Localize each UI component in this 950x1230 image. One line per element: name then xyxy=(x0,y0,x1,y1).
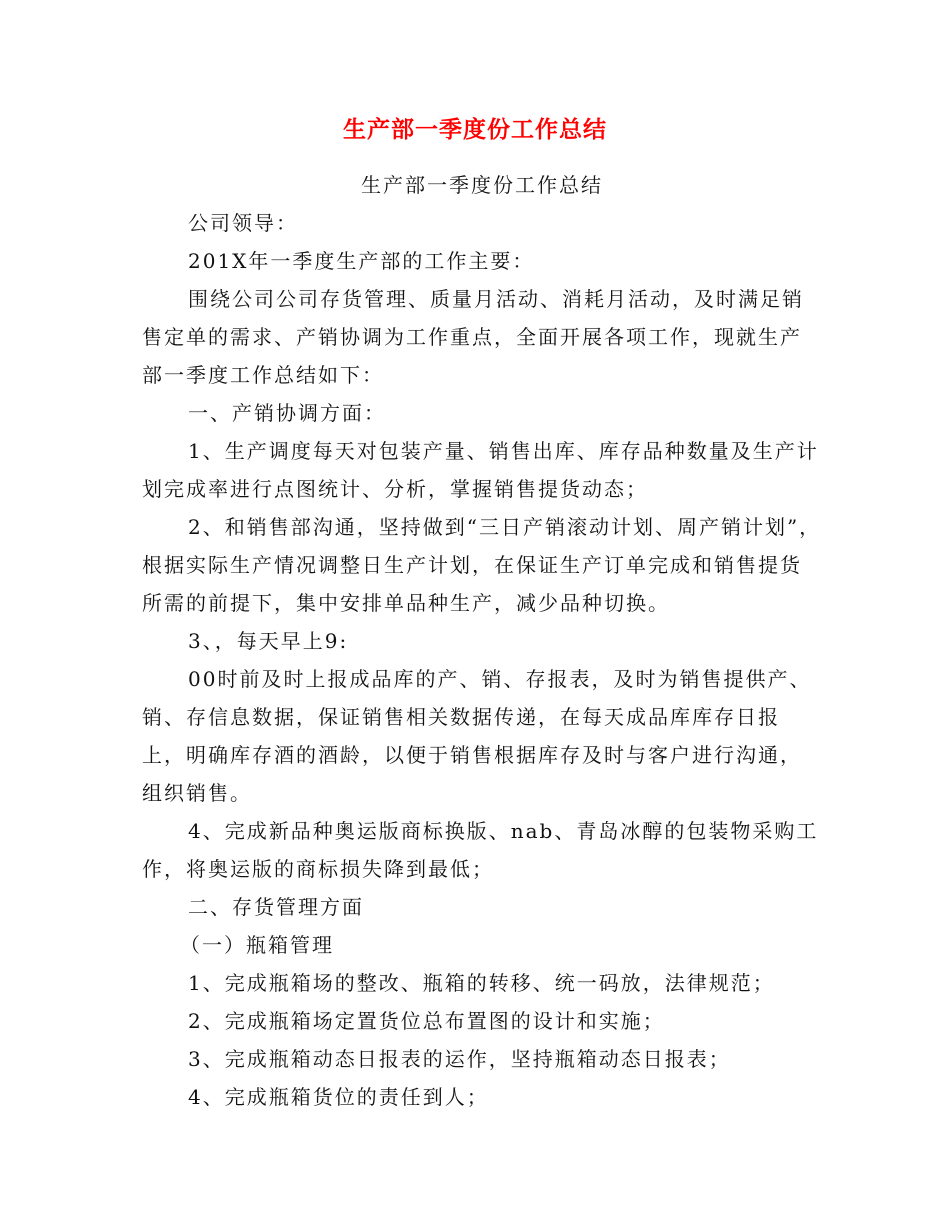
paragraph: 3、，每天早上9: xyxy=(188,629,349,653)
paragraph: 1、生产调度每天对包装产量、销售出库、库存品种数量及生产计划完成率进行点图统计、分析，掌握销售提货动态； xyxy=(142,439,819,501)
paragraph: 2、完成瓶箱场定置货位总布置图的设计和实施； xyxy=(188,1009,665,1033)
paragraph: 4、完成瓶箱货位的责任到人； xyxy=(188,1085,489,1109)
paragraph: 二、存货管理方面 xyxy=(188,895,364,919)
paragraph: （一）瓶箱管理 xyxy=(180,933,334,957)
paragraph: 围绕公司公司存货管理、质量月活动、消耗月活动，及时满足销售定单的需求、产销协调为工作重点，全面开展各项工作，现就生产部一季度工作总结如下： xyxy=(142,287,804,387)
paragraph: 201X年一季度生产部的工作主要： xyxy=(188,249,535,273)
paragraph: 一、产销协调方面： xyxy=(188,401,386,425)
document-body xyxy=(142,166,822,1116)
document-subtitle: 生产部一季度份工作总结 xyxy=(361,173,603,197)
paragraph: 2、和销售部沟通，坚持做到“三日产销滚动计划、周产销计划”，根据实际生产情况调整日生产计划，在保证生产订单完成和销售提货所需的前提下，集中安排单品种生产，减少品种切换。 xyxy=(142,515,822,615)
paragraph: 00时前及时上报成品库的产、销、存报表，及时为销售提供产、销、存信息数据，保证销售相关数据传递，在每天成品库库存日报上，明确库存酒的酒龄，以便于销售根据库存及时与客户进行沟通，组织销售。 xyxy=(142,667,812,805)
paragraph: 公司领导： xyxy=(188,211,298,235)
paragraph: 3、完成瓶箱动态日报表的运作，坚持瓶箱动态日报表； xyxy=(188,1047,731,1071)
paragraph: 4、完成新品种奥运版商标换版、nab、青岛冰醇的包装物采购工作，将奥运版的商标损失降到最低； xyxy=(142,819,819,881)
paragraph: 1、完成瓶箱场的整改、瓶箱的转移、统一码放，法律规范； xyxy=(188,971,775,995)
document-title: 生产部一季度份工作总结 xyxy=(343,117,607,143)
